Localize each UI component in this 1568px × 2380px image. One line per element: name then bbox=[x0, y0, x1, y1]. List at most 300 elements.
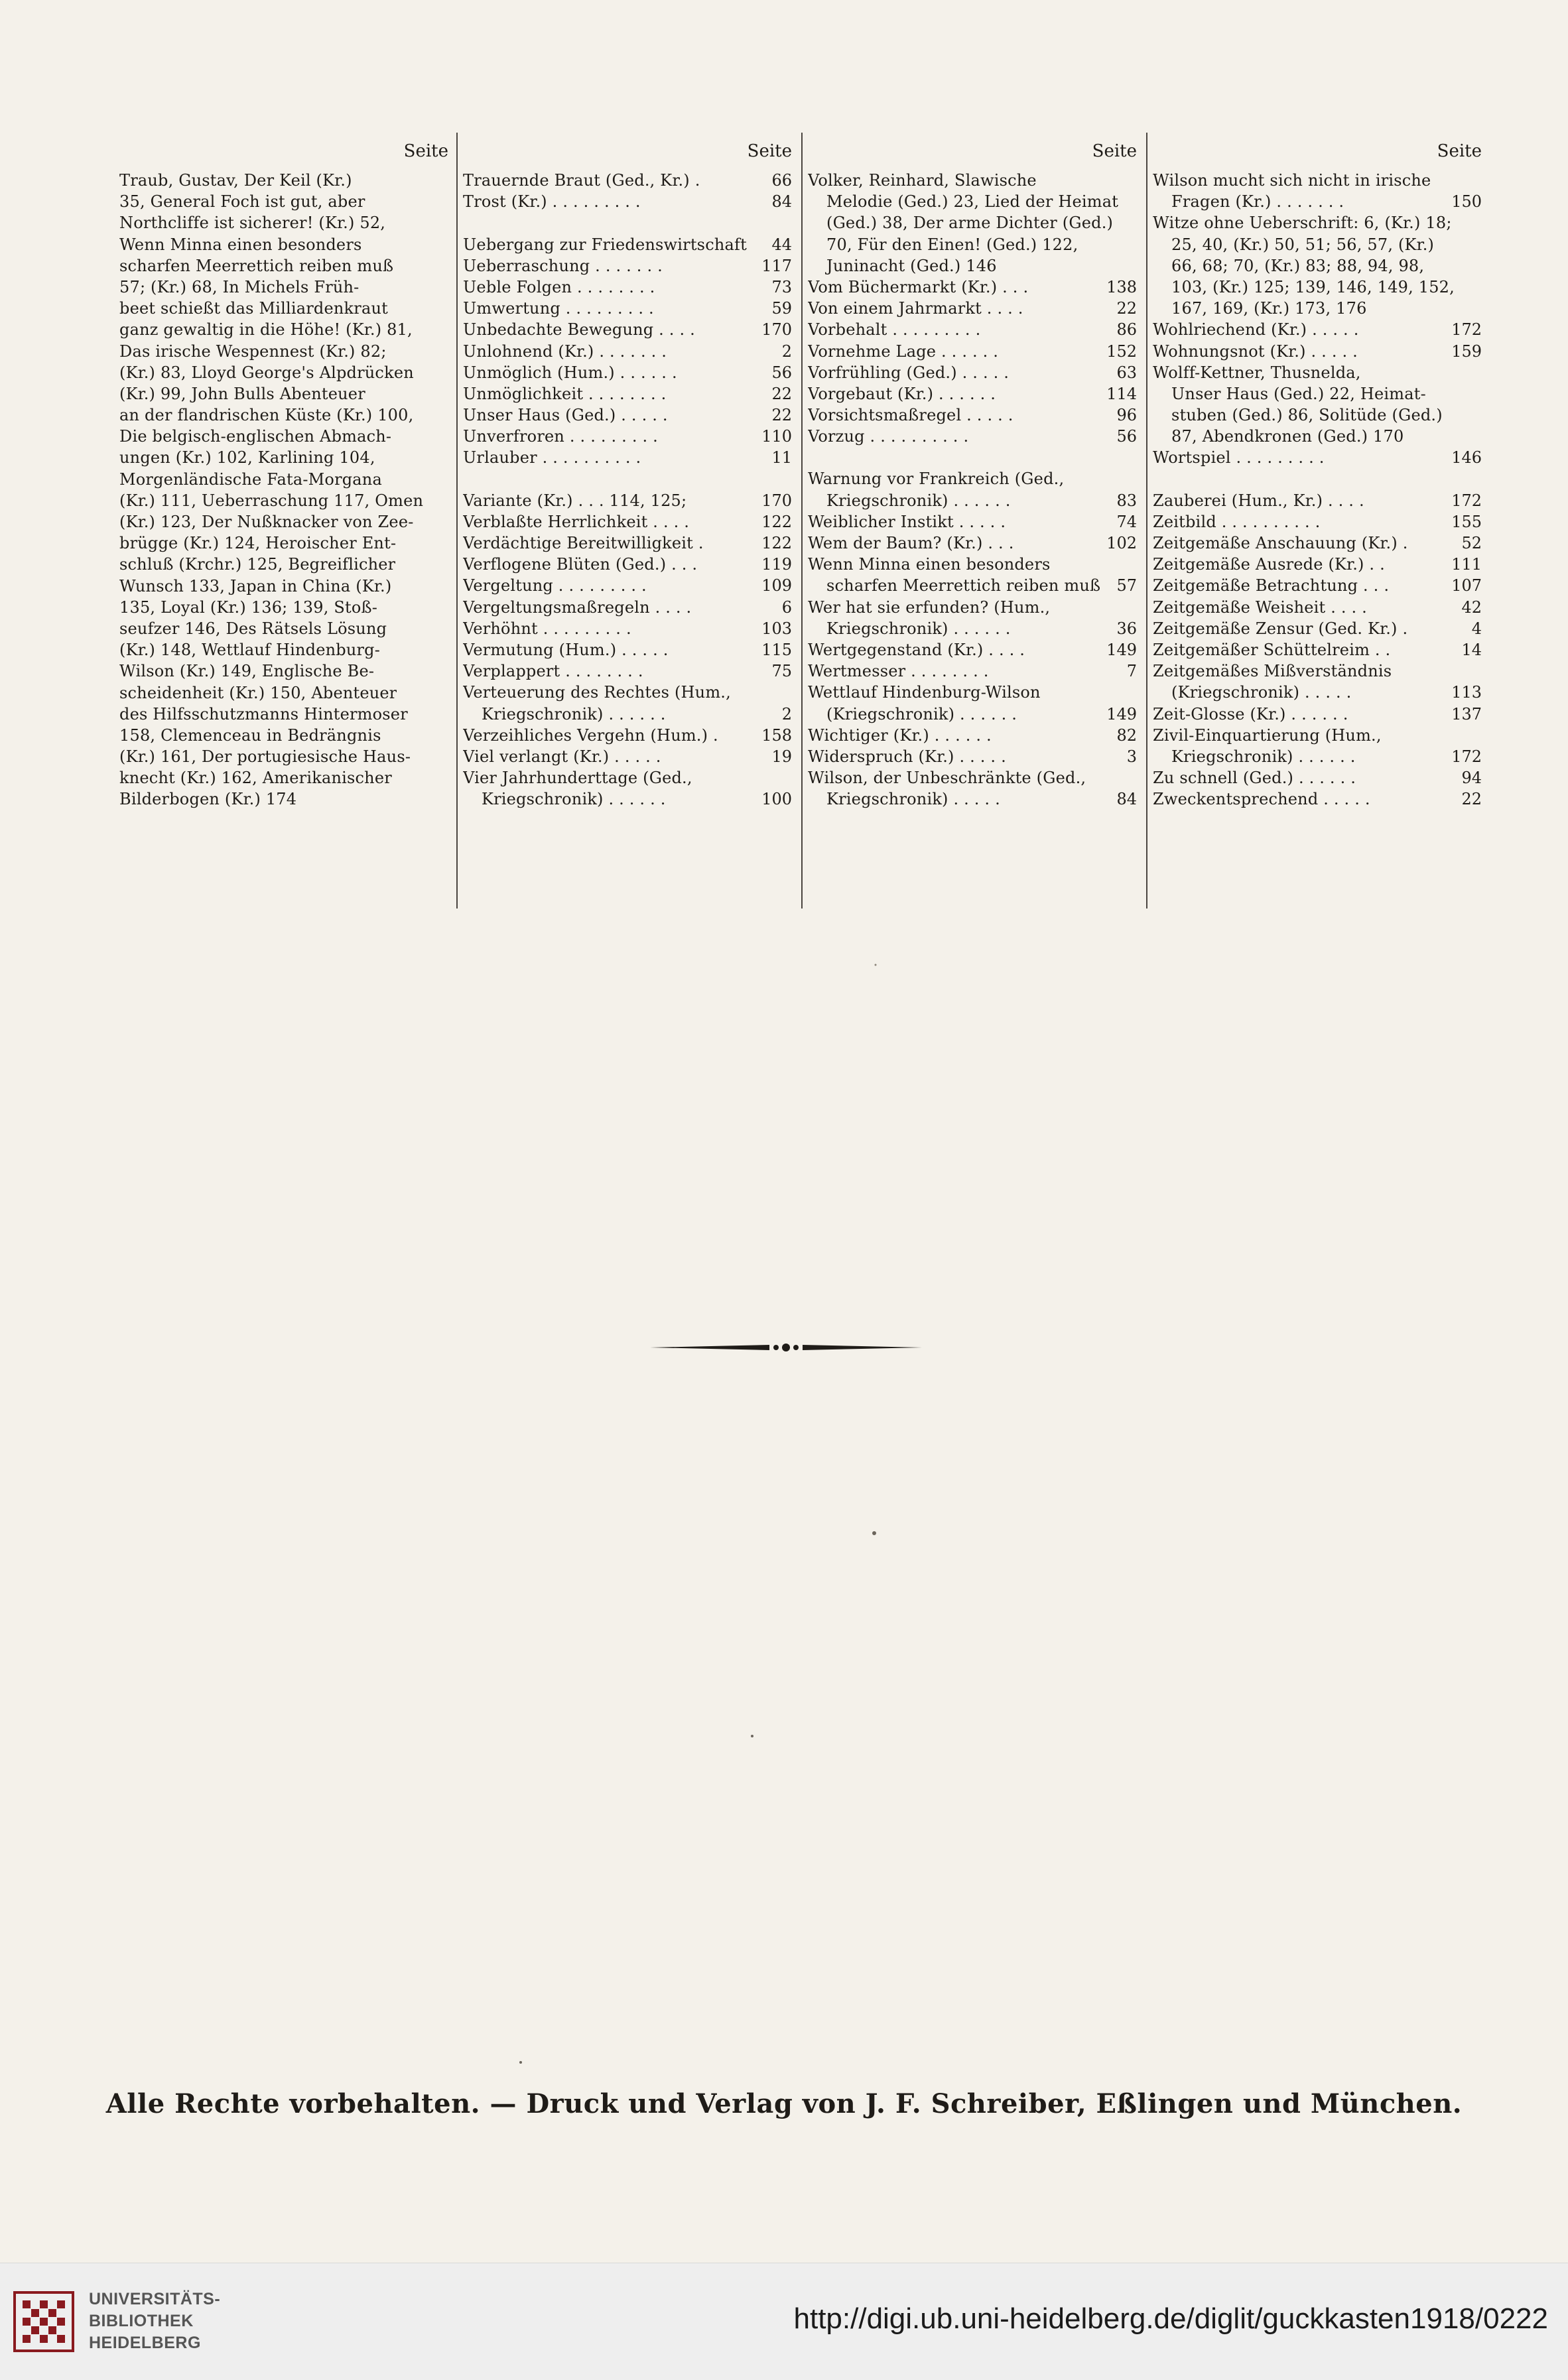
index-entry bbox=[1153, 746, 1484, 767]
index-entry bbox=[463, 341, 795, 362]
index-entry bbox=[119, 426, 451, 447]
entry-text: Kriegschronik) . . . . . . bbox=[826, 619, 1011, 638]
index-entry bbox=[119, 511, 451, 532]
index-entry bbox=[1153, 532, 1484, 554]
index-entry bbox=[463, 447, 795, 468]
entry-text: ungen (Kr.) 102, Karlining 104, bbox=[119, 448, 375, 468]
index-entry bbox=[1153, 191, 1484, 212]
index-entry bbox=[1153, 447, 1484, 468]
index-entry bbox=[463, 212, 795, 233]
entry-text: Weiblicher Instikt . . . . . bbox=[808, 512, 1006, 531]
index-entry bbox=[808, 511, 1140, 532]
index-entry bbox=[463, 170, 795, 191]
index-table bbox=[119, 138, 1486, 907]
index-entry bbox=[463, 639, 795, 660]
entry-text: Unmöglich (Hum.) . . . . . . bbox=[463, 363, 677, 382]
entry-page-number: 52 bbox=[1456, 532, 1482, 554]
entry-text: Kriegschronik) . . . . . . bbox=[826, 491, 1011, 510]
entry-text: brügge (Kr.) 124, Heroischer Ent- bbox=[119, 534, 397, 553]
entry-page-number: 75 bbox=[766, 660, 792, 682]
entry-page-number: 149 bbox=[1101, 704, 1137, 725]
entry-text: Wertmesser . . . . . . . . bbox=[808, 662, 989, 681]
entry-text: Unlohnend (Kr.) . . . . . . . bbox=[463, 342, 667, 361]
entry-text: scheidenheit (Kr.) 150, Abenteuer bbox=[119, 683, 397, 702]
entry-text: Witze ohne Ueberschrift: 6, (Kr.) 18; bbox=[1153, 214, 1452, 233]
entry-text: (Kr.) 123, Der Nußknacker von Zee- bbox=[119, 513, 414, 531]
index-entry bbox=[463, 362, 795, 383]
entry-text: 87, Abendkronen (Ged.) 170 bbox=[1171, 427, 1404, 446]
index-entry bbox=[463, 554, 795, 575]
entry-page-number: 150 bbox=[1446, 191, 1482, 212]
entry-page-number: 83 bbox=[1111, 490, 1137, 511]
entry-page-number: 122 bbox=[756, 511, 792, 532]
entry-page-number: 172 bbox=[1446, 490, 1482, 511]
entry-page-number: 22 bbox=[766, 405, 792, 426]
index-entry bbox=[1153, 511, 1484, 532]
index-entry bbox=[808, 277, 1140, 298]
index-entry bbox=[808, 362, 1140, 383]
index-entry bbox=[119, 191, 451, 212]
column-header-seite: Seite bbox=[1092, 141, 1137, 161]
index-entry bbox=[1153, 212, 1484, 233]
entry-text: Wohlriechend (Kr.) . . . . . bbox=[1153, 320, 1359, 340]
index-entry bbox=[808, 575, 1140, 596]
entry-text: 70, Für den Einen! (Ged.) 122, bbox=[826, 235, 1078, 254]
entry-page-number: 82 bbox=[1111, 725, 1137, 746]
entry-text: (Kr.) 99, John Bulls Abenteuer bbox=[119, 384, 365, 403]
library-footer bbox=[0, 2263, 1568, 2380]
index-entry bbox=[463, 682, 795, 703]
entry-text: Wunsch 133, Japan in China (Kr.) bbox=[119, 576, 392, 595]
entry-text: Zeitgemäße Anschauung (Kr.) . bbox=[1153, 534, 1408, 552]
entry-text: Vornehme Lage . . . . . . bbox=[808, 342, 999, 361]
index-entry bbox=[119, 405, 451, 426]
index-entry bbox=[1153, 490, 1484, 511]
index-entry bbox=[119, 639, 451, 660]
entry-text: Zeitgemäßes Mißverständnis bbox=[1153, 662, 1392, 681]
index-entry bbox=[1153, 170, 1484, 191]
index-entry bbox=[463, 704, 795, 725]
entry-page-number: 103 bbox=[756, 618, 792, 639]
entry-page-number: 2 bbox=[777, 341, 792, 362]
index-entry bbox=[1153, 255, 1484, 277]
entry-text: Wenn Minna einen besonders bbox=[119, 235, 362, 254]
index-entry bbox=[119, 469, 451, 490]
entry-text: Unser Haus (Ged.) . . . . . bbox=[463, 406, 668, 425]
entry-text: Wem der Baum? (Kr.) . . . bbox=[808, 534, 1014, 552]
index-entry bbox=[1153, 639, 1484, 660]
entry-text: des Hilfsschutzmanns Hintermoser bbox=[119, 704, 408, 723]
entry-text: 167, 169, (Kr.) 173, 176 bbox=[1171, 299, 1367, 318]
entry-text: Vier Jahrhunderttage (Ged., bbox=[463, 769, 692, 788]
ornament-divider bbox=[650, 1334, 922, 1361]
entry-text: Zivil-Einquartierung (Hum., bbox=[1153, 725, 1382, 745]
entry-text: Kriegschronik) . . . . . . bbox=[482, 790, 666, 809]
index-entry bbox=[1153, 618, 1484, 639]
entry-text: Zauberei (Hum., Kr.) . . . . bbox=[1153, 491, 1364, 510]
entry-text: Viel verlangt (Kr.) . . . . . bbox=[463, 747, 661, 766]
entry-text: Wichtiger (Kr.) . . . . . . bbox=[808, 725, 992, 745]
index-entry bbox=[808, 191, 1140, 212]
entry-text: ganz gewaltig in die Höhe! (Kr.) 81, bbox=[119, 320, 413, 340]
entry-page-number: 146 bbox=[1446, 447, 1482, 468]
entry-text: Das irische Wespennest (Kr.) 82; bbox=[119, 342, 387, 361]
entry-page-number: 59 bbox=[766, 298, 792, 319]
index-entry bbox=[808, 405, 1140, 426]
index-entry bbox=[463, 511, 795, 532]
entry-text: Vergeltungsmaßregeln . . . . bbox=[463, 597, 692, 617]
entry-page-number: 109 bbox=[756, 575, 792, 596]
rights-notice: Alle Rechte vorbehalten. — Druck und Verlag von J. F. Schreiber, Eßlingen und München. bbox=[105, 2088, 1463, 2119]
index-rows bbox=[1153, 170, 1484, 810]
entry-text: Bilderbogen (Kr.) 174 bbox=[119, 790, 297, 809]
index-entry bbox=[808, 298, 1140, 319]
index-entry bbox=[808, 618, 1140, 639]
entry-text: Morgenländische Fata-Morgana bbox=[119, 470, 382, 489]
entry-text: Vorbehalt . . . . . . . . . bbox=[808, 320, 981, 340]
index-entry bbox=[119, 319, 451, 340]
entry-page-number: 119 bbox=[756, 554, 792, 575]
entry-text: an der flandrischen Küste (Kr.) 100, bbox=[119, 406, 414, 425]
entry-page-number: 115 bbox=[756, 639, 792, 660]
entry-text: Trost (Kr.) . . . . . . . . . bbox=[463, 192, 641, 212]
index-entry bbox=[463, 575, 795, 596]
entry-text: Unbedachte Bewegung . . . . bbox=[463, 320, 695, 340]
entry-page-number: 100 bbox=[756, 788, 792, 810]
entry-page-number: 22 bbox=[1456, 788, 1482, 810]
entry-page-number: 73 bbox=[766, 277, 792, 298]
index-entry bbox=[808, 212, 1140, 233]
entry-text: (Kriegschronik) . . . . . . bbox=[826, 704, 1017, 723]
index-entry bbox=[463, 277, 795, 298]
entry-text: seufzer 146, Des Rätsels Lösung bbox=[119, 619, 387, 638]
entry-text: 158, Clemenceau in Bedrängnis bbox=[119, 725, 381, 745]
entry-text: Zeitgemäßer Schüttelreim . . bbox=[1153, 640, 1391, 659]
entry-text: Verflogene Blüten (Ged.) . . . bbox=[463, 555, 698, 574]
index-entry bbox=[1153, 277, 1484, 298]
index-column-3 bbox=[808, 138, 1140, 907]
entry-text: Vorgebaut (Kr.) . . . . . . bbox=[808, 384, 996, 403]
entry-page-number: 3 bbox=[1122, 746, 1137, 767]
index-entry bbox=[1153, 341, 1484, 362]
index-entry bbox=[463, 788, 795, 810]
entry-page-number: 111 bbox=[1446, 554, 1482, 575]
entry-page-number: 4 bbox=[1467, 618, 1482, 639]
entry-page-number: 117 bbox=[756, 255, 792, 277]
entry-page-number: 84 bbox=[1111, 788, 1137, 810]
entry-text: Uebergang zur Friedenswirtschaft bbox=[463, 235, 747, 254]
entry-text: Wortspiel . . . . . . . . . bbox=[1153, 448, 1325, 468]
index-entry bbox=[808, 426, 1140, 447]
index-entry bbox=[463, 746, 795, 767]
index-entry bbox=[1153, 426, 1484, 447]
index-entry bbox=[119, 170, 451, 191]
column-rule bbox=[1146, 133, 1147, 908]
entry-page-number: 114 bbox=[1101, 383, 1137, 405]
entry-page-number: 110 bbox=[756, 426, 792, 447]
index-entry bbox=[1153, 383, 1484, 405]
index-entry bbox=[463, 191, 795, 212]
index-entry bbox=[119, 362, 451, 383]
index-column-4 bbox=[1153, 138, 1484, 907]
entry-page-number: 96 bbox=[1111, 405, 1137, 426]
entry-text: Unser Haus (Ged.) 22, Heimat- bbox=[1171, 384, 1426, 403]
entry-text: schluß (Krchr.) 125, Begreiflicher bbox=[119, 555, 396, 574]
index-entry bbox=[808, 468, 1140, 489]
entry-page-number: 113 bbox=[1446, 682, 1482, 703]
entry-page-number: 172 bbox=[1446, 319, 1482, 340]
entry-text: Zeitgemäße Ausrede (Kr.) . . bbox=[1153, 555, 1385, 574]
entry-text: Wertgegenstand (Kr.) . . . . bbox=[808, 640, 1025, 659]
entry-text: Verblaßte Herrlichkeit . . . . bbox=[463, 512, 690, 531]
entry-text: Wettlauf Hindenburg-Wilson bbox=[808, 683, 1041, 702]
entry-page-number: 44 bbox=[766, 234, 792, 255]
entry-text: scharfen Meerrettich reiben muß bbox=[826, 576, 1101, 595]
index-entry bbox=[1153, 405, 1484, 426]
index-entry bbox=[808, 319, 1140, 340]
index-entry bbox=[1153, 725, 1484, 746]
entry-page-number: 86 bbox=[1111, 319, 1137, 340]
index-column-1 bbox=[119, 138, 451, 907]
index-entry bbox=[1153, 319, 1484, 340]
entry-page-number: 170 bbox=[756, 319, 792, 340]
index-entry bbox=[808, 255, 1140, 277]
index-entry bbox=[119, 788, 451, 810]
index-entry bbox=[119, 746, 451, 767]
entry-page-number: 152 bbox=[1101, 341, 1137, 362]
entry-page-number: 7 bbox=[1122, 660, 1137, 682]
entry-text: 103, (Kr.) 125; 139, 146, 149, 152, bbox=[1171, 277, 1455, 296]
entry-text: Trauernde Braut (Ged., Kr.) . bbox=[463, 171, 700, 190]
index-entry bbox=[119, 682, 451, 704]
entry-text: 35, General Foch ist gut, aber bbox=[119, 192, 365, 212]
column-rule bbox=[456, 133, 458, 908]
entry-text: Vergeltung . . . . . . . . . bbox=[463, 576, 647, 595]
entry-page-number: 11 bbox=[766, 447, 792, 468]
entry-page-number: 2 bbox=[777, 704, 792, 725]
index-entry bbox=[119, 532, 451, 554]
entry-text: Von einem Jahrmarkt . . . . bbox=[808, 299, 1023, 318]
entry-page-number: 22 bbox=[766, 383, 792, 405]
index-entry bbox=[119, 704, 451, 725]
entry-page-number: 94 bbox=[1456, 767, 1482, 788]
index-entry bbox=[808, 490, 1140, 511]
index-entry bbox=[119, 277, 451, 298]
entry-text: Verdächtige Bereitwilligkeit . bbox=[463, 534, 704, 552]
entry-text: Melodie (Ged.) 23, Lied der Heimat bbox=[826, 192, 1119, 212]
index-entry bbox=[1153, 788, 1484, 810]
entry-text: Wohnungsnot (Kr.) . . . . . bbox=[1153, 342, 1358, 361]
index-entry bbox=[1153, 554, 1484, 575]
entry-page-number: 66 bbox=[766, 170, 792, 191]
index-entry bbox=[1153, 362, 1484, 383]
entry-text: beet schießt das Milliardenkraut bbox=[119, 299, 388, 318]
index-entry bbox=[463, 319, 795, 340]
entry-text: Kriegschronik) . . . . . . bbox=[1171, 747, 1356, 766]
index-entry bbox=[463, 298, 795, 319]
index-entry bbox=[1153, 660, 1484, 682]
index-entry bbox=[119, 255, 451, 277]
index-entry bbox=[808, 704, 1140, 725]
column-rule bbox=[801, 133, 803, 908]
column-header-seite: Seite bbox=[1437, 141, 1482, 161]
entry-text: Wolff-Kettner, Thusnelda, bbox=[1153, 363, 1361, 382]
index-entry bbox=[808, 788, 1140, 810]
index-entry bbox=[808, 682, 1140, 703]
entry-page-number: 122 bbox=[756, 532, 792, 554]
entry-text: (Kr.) 83, Lloyd George's Alpdrücken bbox=[119, 363, 414, 382]
index-entry bbox=[119, 383, 451, 405]
entry-text: Ueberraschung . . . . . . . bbox=[463, 256, 663, 275]
index-entry bbox=[1153, 575, 1484, 596]
entry-text: Traub, Gustav, Der Keil (Kr.) bbox=[119, 171, 352, 190]
index-entry bbox=[463, 532, 795, 554]
index-entry bbox=[119, 341, 451, 362]
entry-page-number: 155 bbox=[1446, 511, 1482, 532]
index-entry bbox=[463, 597, 795, 618]
entry-text: Urlauber . . . . . . . . . . bbox=[463, 448, 641, 468]
index-entry bbox=[1153, 704, 1484, 725]
entry-text: 66, 68; 70, (Kr.) 83; 88, 94, 98, bbox=[1171, 256, 1425, 275]
entry-text: 57; (Kr.) 68, In Michels Früh- bbox=[119, 277, 359, 296]
index-entry bbox=[808, 660, 1140, 682]
index-entry bbox=[119, 490, 451, 511]
entry-page-number: 63 bbox=[1111, 362, 1137, 383]
entry-text: scharfen Meerrettich reiben muß bbox=[119, 256, 394, 275]
entry-text: Vermutung (Hum.) . . . . . bbox=[463, 640, 669, 659]
index-entry bbox=[463, 426, 795, 447]
index-entry bbox=[808, 554, 1140, 575]
entry-text: Unverfroren . . . . . . . . . bbox=[463, 427, 658, 446]
entry-text: Wilson mucht sich nicht in irische bbox=[1153, 171, 1431, 190]
entry-text: knecht (Kr.) 162, Amerikanischer bbox=[119, 769, 392, 788]
index-entry bbox=[808, 383, 1140, 405]
entry-text: Volker, Reinhard, Slawische bbox=[808, 171, 1037, 190]
entry-page-number: 56 bbox=[1111, 426, 1137, 447]
index-entry bbox=[1153, 597, 1484, 618]
entry-text: 135, Loyal (Kr.) 136; 139, Stoß- bbox=[119, 597, 378, 617]
index-entry bbox=[808, 170, 1140, 191]
entry-text: Vorzug . . . . . . . . . . bbox=[808, 427, 969, 446]
entry-page-number: 74 bbox=[1111, 511, 1137, 532]
entry-text: Fragen (Kr.) . . . . . . . bbox=[1171, 192, 1344, 212]
index-entry bbox=[119, 576, 451, 597]
index-entry bbox=[119, 298, 451, 319]
entry-text: Vorfrühling (Ged.) . . . . . bbox=[808, 363, 1010, 382]
entry-text: Zeitgemäße Betrachtung . . . bbox=[1153, 576, 1390, 595]
entry-page-number: 172 bbox=[1446, 746, 1482, 767]
entry-text: Ueble Folgen . . . . . . . . bbox=[463, 277, 655, 296]
index-entry bbox=[119, 767, 451, 788]
entry-text: Verzeihliches Vergehn (Hum.) . bbox=[463, 725, 718, 745]
entry-page-number: 149 bbox=[1101, 639, 1137, 660]
index-entry bbox=[463, 725, 795, 746]
entry-text: Zeitbild . . . . . . . . . . bbox=[1153, 512, 1321, 531]
entry-text: Variante (Kr.) . . . 114, 125; bbox=[463, 491, 687, 510]
index-entry bbox=[808, 532, 1140, 554]
index-entry bbox=[808, 746, 1140, 767]
entry-page-number: 57 bbox=[1111, 575, 1137, 596]
index-entry bbox=[808, 597, 1140, 618]
entry-text: (Kr.) 111, Ueberraschung 117, Omen bbox=[119, 491, 424, 510]
entry-page-number: 158 bbox=[756, 725, 792, 746]
entry-text: Verplappert . . . . . . . . bbox=[463, 662, 643, 681]
entry-text: Vorsichtsmaßregel . . . . . bbox=[808, 406, 1013, 425]
entry-text: Zeit-Glosse (Kr.) . . . . . . bbox=[1153, 704, 1348, 723]
entry-text: (Kr.) 148, Wettlauf Hindenburg- bbox=[119, 641, 381, 660]
permalink-url[interactable]: http://digi.ub.uni-heidelberg.de/diglit/guckkasten1918/0222 bbox=[793, 2302, 1548, 2335]
index-entry bbox=[1153, 234, 1484, 255]
entry-text: Warnung vor Frankreich (Ged., bbox=[808, 470, 1065, 489]
index-column-2 bbox=[463, 138, 795, 907]
library-name bbox=[89, 2288, 220, 2354]
index-entry bbox=[1153, 298, 1484, 319]
column-header-seite: Seite bbox=[747, 141, 792, 161]
entry-text: Verhöhnt . . . . . . . . . bbox=[463, 619, 631, 638]
column-header-seite: Seite bbox=[403, 141, 448, 161]
entry-text: stuben (Ged.) 86, Solitüde (Ged.) bbox=[1171, 406, 1443, 425]
entry-text: Zeitgemäße Zensur (Ged. Kr.) . bbox=[1153, 619, 1408, 638]
index-entry bbox=[808, 725, 1140, 746]
index-entry bbox=[808, 234, 1140, 255]
entry-text: (Ged.) 38, Der arme Dichter (Ged.) bbox=[826, 214, 1114, 233]
entry-page-number: 138 bbox=[1101, 277, 1137, 298]
index-entry bbox=[808, 767, 1140, 788]
index-entry bbox=[119, 597, 451, 618]
entry-text: Wenn Minna einen besonders bbox=[808, 555, 1051, 574]
library-name-line: BIBLIOTHEK bbox=[89, 2312, 194, 2330]
index-entry bbox=[463, 405, 795, 426]
heidelberg-university-library-logo bbox=[11, 2288, 77, 2355]
entry-text: (Kriegschronik) . . . . . bbox=[1171, 683, 1352, 702]
index-entry bbox=[463, 255, 795, 277]
entry-page-number: 84 bbox=[766, 191, 792, 212]
entry-text: Zeitgemäße Weisheit . . . . bbox=[1153, 597, 1368, 617]
entry-text: Unmöglichkeit . . . . . . . . bbox=[463, 384, 667, 403]
entry-text: Zu schnell (Ged.) . . . . . . bbox=[1153, 769, 1356, 788]
entry-text: Die belgisch-englischen Abmach- bbox=[119, 427, 392, 446]
index-entry bbox=[808, 639, 1140, 660]
entry-page-number: 170 bbox=[756, 490, 792, 511]
index-rows bbox=[119, 170, 451, 810]
entry-page-number: 22 bbox=[1111, 298, 1137, 319]
entry-text: Wilson, der Unbeschränkte (Ged., bbox=[808, 769, 1086, 788]
library-name-line: HEIDELBERG bbox=[89, 2334, 201, 2352]
index-entry bbox=[463, 383, 795, 405]
entry-text: Kriegschronik) . . . . . bbox=[826, 790, 1000, 809]
entry-text: Zweckentsprechend . . . . . bbox=[1153, 790, 1370, 809]
entry-page-number: 19 bbox=[766, 746, 792, 767]
entry-page-number: 6 bbox=[777, 597, 792, 618]
index-entry bbox=[119, 660, 451, 682]
entry-page-number: 107 bbox=[1446, 575, 1482, 596]
index-entry bbox=[119, 212, 451, 233]
index-entry bbox=[119, 554, 451, 575]
entry-page-number: 137 bbox=[1446, 704, 1482, 725]
index-entry bbox=[1153, 767, 1484, 788]
entry-text: Juninacht (Ged.) 146 bbox=[826, 256, 997, 275]
entry-text: Northcliffe ist sicherer! (Kr.) 52, bbox=[119, 214, 386, 233]
entry-text: Kriegschronik) . . . . . . bbox=[482, 704, 666, 723]
index-rows bbox=[463, 170, 795, 810]
index-entry bbox=[808, 341, 1140, 362]
index-entry bbox=[1153, 682, 1484, 703]
entry-text: Vom Büchermarkt (Kr.) . . . bbox=[808, 277, 1029, 296]
entry-page-number: 56 bbox=[766, 362, 792, 383]
index-entry bbox=[463, 618, 795, 639]
index-entry bbox=[119, 234, 451, 255]
entry-text: Widerspruch (Kr.) . . . . . bbox=[808, 747, 1006, 766]
